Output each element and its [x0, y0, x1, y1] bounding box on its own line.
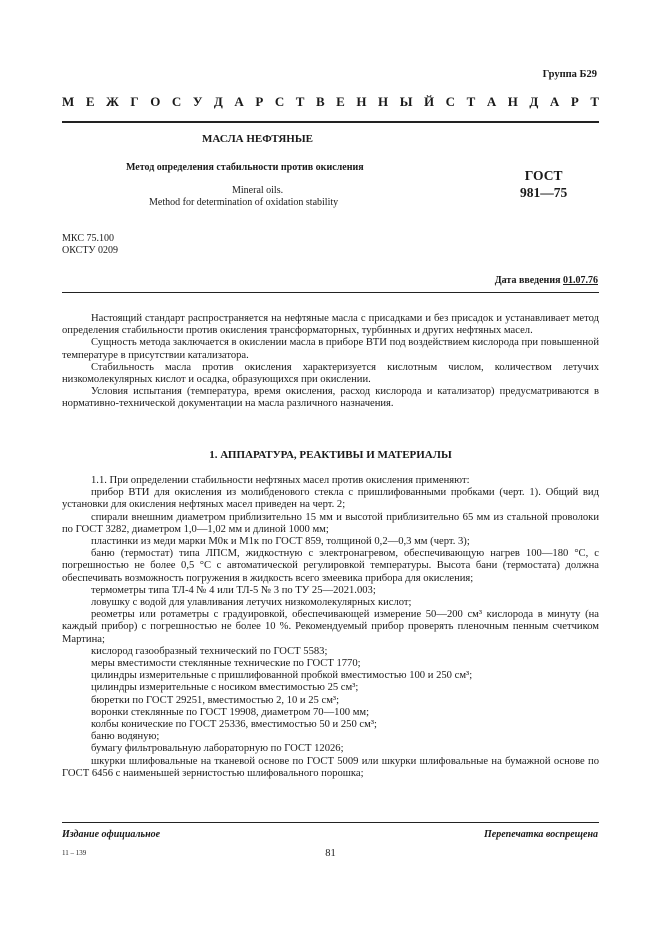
reprint-prohibited-label: Перепечатка воспрещена	[484, 829, 598, 840]
section-paragraph: кислород газообразный технический по ГОСТ 5583;	[91, 645, 328, 657]
section-paragraph: баню водяную;	[91, 731, 160, 743]
english-title-line2: Method for determination of oxidation stability	[149, 197, 339, 208]
introduction-date	[495, 275, 598, 286]
group-label: Группа Б29	[542, 69, 597, 80]
section-paragraph: цилиндры измерительные с пришлифованной пробкой вместимостью 100 и 250 см³;	[91, 670, 473, 682]
section-paragraph: ловушку с водой для улавливания летучих низкомолекулярных кислот;	[91, 597, 412, 609]
intro-paragraph: Сущность метода заключается в окислении масла в приборе ВТИ под воздействием кислорода при повышенной температуре в присутствии катализатора.	[62, 337, 599, 361]
intro-section	[62, 313, 599, 411]
introduction-date-value: 01.07.76	[563, 275, 598, 286]
english-title-line1: Mineral oils.	[232, 185, 284, 196]
intro-paragraph: Стабильность масла против окисления характеризуется кислотным числом, количеством летучих низкомолекулярных кислот и осадка, образующихся при окислении.	[62, 361, 599, 386]
section-paragraph: 1.1. При определении стабильности нефтяных масел против окисления применяют:	[91, 475, 470, 486]
gost-designation	[520, 167, 567, 201]
document-title: МАСЛА НЕФТЯНЫЕ	[202, 133, 313, 145]
section-paragraph: меры вместимости стеклянные технические по ГОСТ 1770;	[91, 658, 361, 670]
method-title: Метод определения стабильности против окисления	[126, 162, 364, 173]
gost-label: ГОСТ	[524, 168, 563, 183]
section-paragraph: спирали внешним диаметром приблизительно 15 мм и высотой приблизительно 65 мм из стальной проволоки по ГОСТ 3282, диаметром 1,0—1,02 мм и длиной 1000 мм;	[62, 511, 599, 535]
mks-code: МКС 75.100	[62, 233, 114, 244]
section-paragraph: воронки стеклянные по ГОСТ 19908, диаметром 70—100 мм;	[91, 706, 370, 718]
intro-paragraph: Настоящий стандарт распространяется на нефтяные масла с присадками и без присадок и устанавливает метод определения стабильности против окисления трансформаторных, турбинных и других нефтяных масел.	[62, 313, 599, 337]
section-paragraph: цилиндры измерительные с носиком вместимостью 25 см³;	[91, 682, 359, 694]
page-number: 81	[325, 848, 336, 859]
section-paragraph: реометры или ротаметры с градуировкой, обеспечивающей измерение 50—200 см³ кислорода в минуту (на каждый прибор) с погрешностью не более 10 %. Рекомендуемый прибор проверять пленочным пенным счетчиком Мартина;	[62, 609, 599, 645]
intro-paragraph: Условия испытания (температура, время окисления, расход кислорода и катализатор) предусматриваются в нормативно-технической документации на масла различного назначения.	[62, 386, 599, 410]
section-paragraph: колбы конические по ГОСТ 25336, вместимостью 50 и 250 см³;	[91, 719, 377, 731]
gost-number: 981—75	[520, 185, 568, 200]
section-body	[62, 475, 599, 780]
section-paragraph: пластинки из меди марки М0к и М1к по ГОСТ 859, толщиной 0,2—0,3 мм (черт. 3);	[91, 536, 470, 548]
classifier-codes	[62, 233, 118, 256]
section-paragraph: баню (термостат) типа ЛПСМ, жидкостную с электронагревом, обеспечивающую нагрев 100—180 °С, с погрешностью не более 0,5 °С с автоматической регулировкой температуры. Высота бани (термостата) должна обеспечивать возможность погружения в жидкость всего змеевика прибора для окисления;	[62, 548, 599, 584]
okstu-code: ОКСТУ 0209	[62, 244, 119, 256]
section-paragraph: бумагу фильтровальную лабораторную по ГОСТ 12026;	[91, 743, 344, 755]
header-divider	[62, 121, 599, 123]
section-paragraph: шкурки шлифовальные на тканевой основе по ГОСТ 5009 или шкурки шлифовальные на бумажной основе по ГОСТ 6456 с наименьшей зернистостью шлифовального порошка;	[62, 755, 599, 779]
section-paragraph: бюретки по ГОСТ 29251, вместимостью 2, 10 и 25 см³;	[91, 694, 340, 706]
intro-divider	[62, 292, 599, 293]
official-edition-label: Издание официальное	[62, 829, 161, 840]
footer-divider	[62, 822, 599, 823]
section-paragraph: прибор ВТИ для окисления из молибденового стекла с пришлифованными пробками (черт. 1). Общий вид установки для окисления нефтяных масел приведен на черт. 2;	[62, 487, 599, 511]
section-heading: 1. АППАРАТУРА, РЕАКТИВЫ И МАТЕРИАЛЫ	[209, 449, 452, 461]
introduction-date-label: Дата введения	[494, 275, 561, 286]
print-code: 11 – 139	[62, 849, 87, 857]
standard-banner: М Е Ж Г О С У Д А Р С Т В Е Н Н Ы Й С Т А Н Д А Р Т	[62, 94, 599, 109]
section-paragraph: термометры типа ТЛ-4 № 4 или ТЛ-5 № 3 по ТУ 25—2021.003;	[91, 584, 376, 596]
